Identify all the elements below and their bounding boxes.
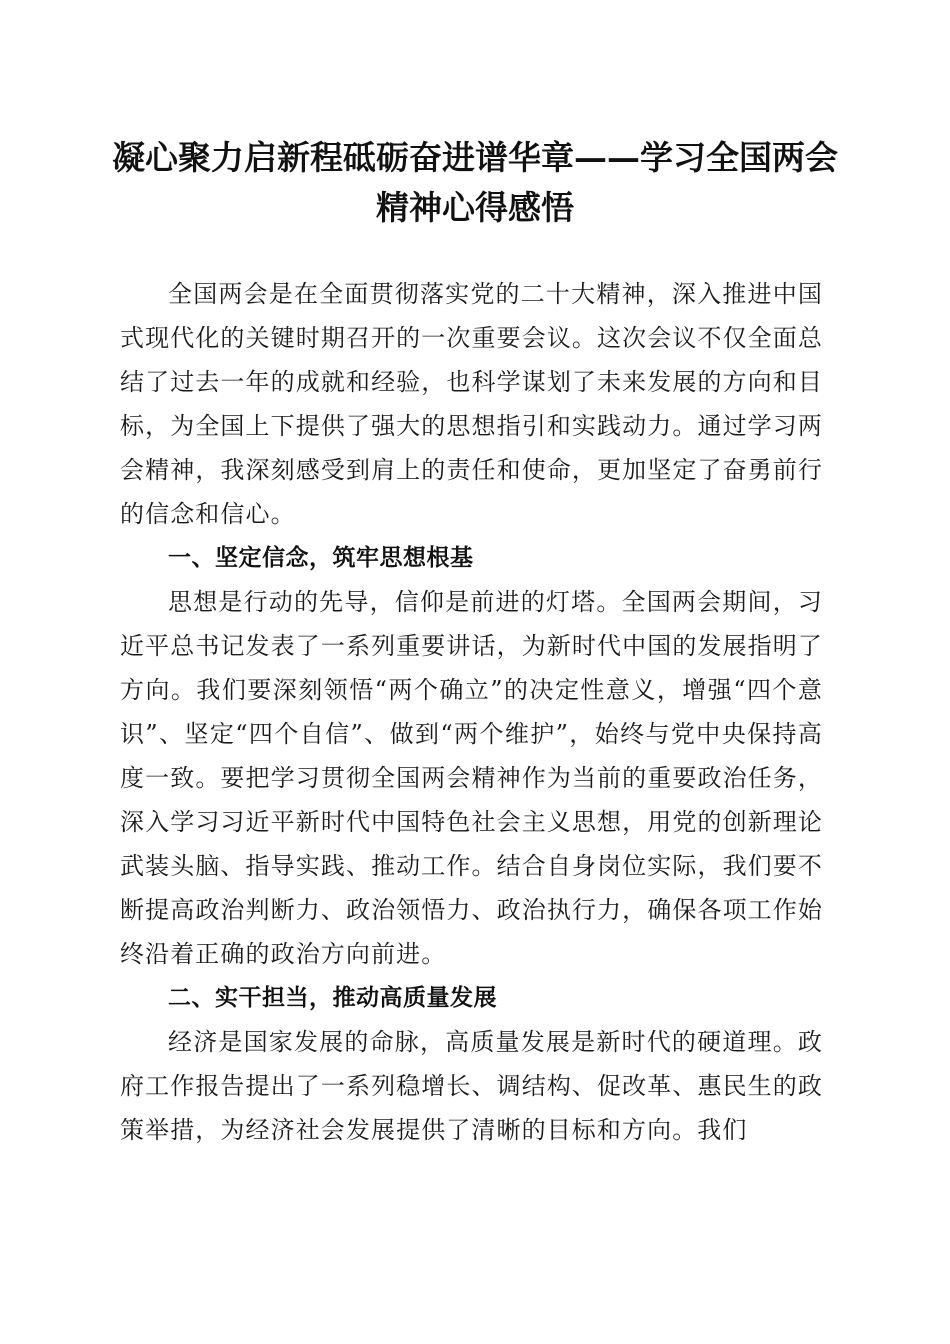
section-paragraph-1: 思想是行动的先导，信仰是前进的灯塔。全国两会期间，习近平总书记发表了一系列重要讲话，为新时代中国的发展指明了方向。我们要深刻领悟“两个确立”的决定性意义，增强“四个意识”、坚定“四个自信”、做到“两个维护”，始终与党中央保持高度一致。要把学习贯彻全国两会精神作为当前的重要政治任务，深入学习习近平新时代中国特色社会主义思想，用党的创新理论武装头脑、指导实践、推动工作。结合自身岗位实际，我们要不断提高政治判断力、政治领悟力、政治执行力，确保各项工作始终沿着正确的政治方向前进。 [120, 588, 823, 968]
intro-paragraph: 全国两会是在全面贯彻落实党的二十大精神，深入推进中国式现代化的关键时期召开的一次重要会议。这次会议不仅全面总结了过去一年的成就和经验，也科学谋划了未来发展的方向和目标，为全国上下提供了强大的思想指引和实践动力。通过学习两会精神，我深刻感受到肩上的责任和使命，更加坚定了奋勇前行的信念和信心。 [120, 280, 823, 528]
section-paragraph-2: 经济是国家发展的命脉，高质量发展是新时代的硬道理。政府工作报告提出了一系列稳增长、调结构、促改革、惠民生的政策举措，为经济社会发展提供了清晰的目标和方向。我们 [120, 1028, 823, 1144]
document-body [120, 272, 823, 1152]
document-title: 凝心聚力启新程砥砺奋进谱华章——学习全国两会精神心得感悟 [112, 138, 838, 227]
section-heading-1: 一、坚定信念，筑牢思想根基 [168, 545, 474, 571]
section-heading-2: 二、实干担当，推动高质量发展 [168, 985, 497, 1011]
